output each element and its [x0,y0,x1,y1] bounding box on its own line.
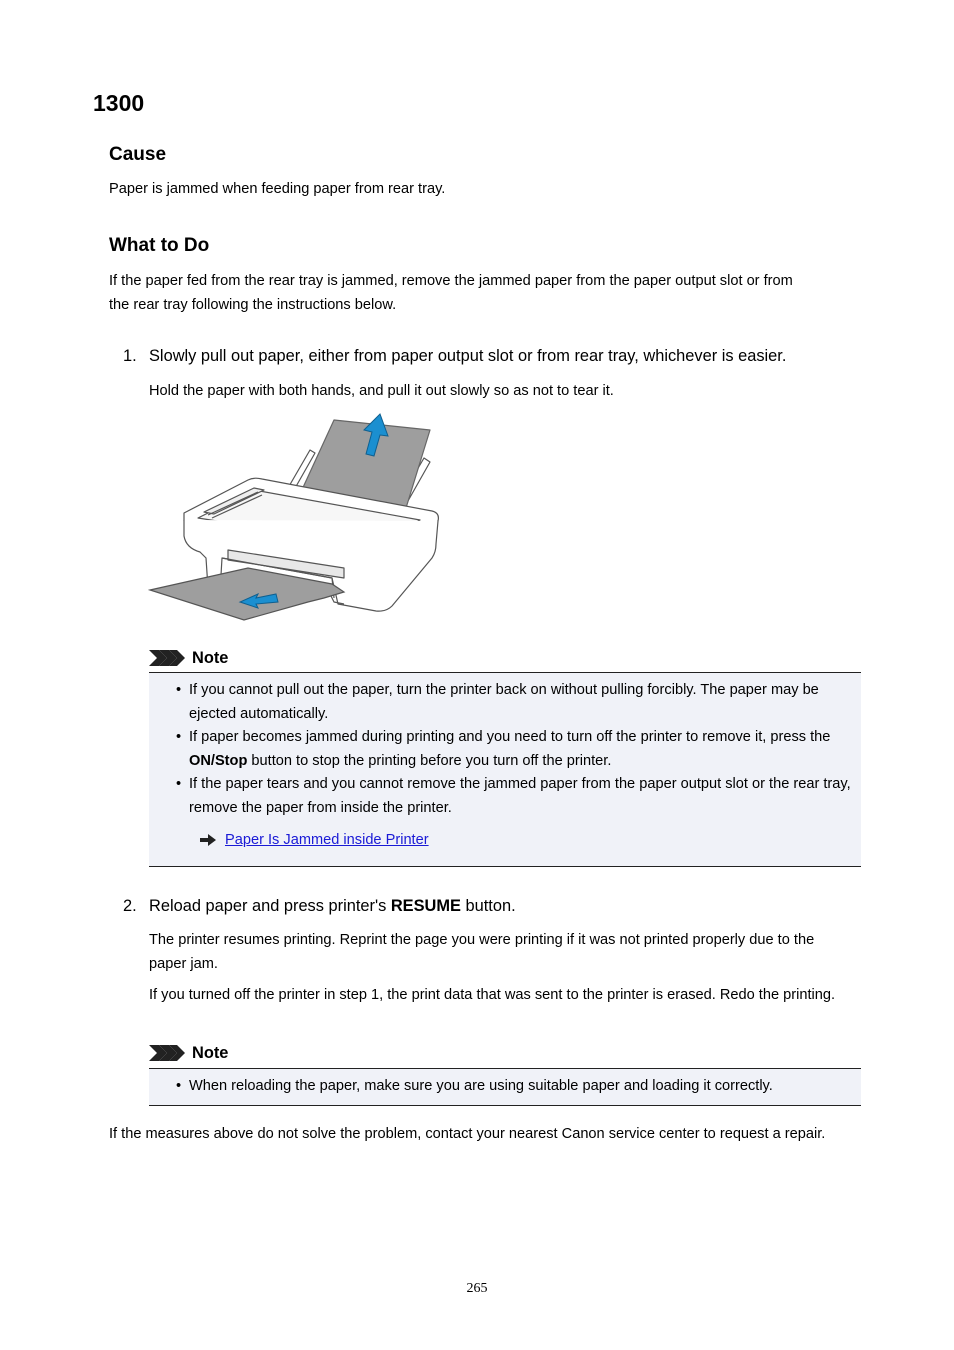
step-2-detail-1: The printer resumes printing. Reprint the page you were printing if it was not printed properly due to the paper jam. [149,932,815,972]
intro-line-1: If the paper fed from the rear tray is jammed, remove the jammed paper from the paper output slot or from [109,273,793,289]
note-1-header [149,648,228,668]
page-number: 265 [466,1281,488,1296]
cause-heading: Cause [109,144,167,165]
step-1-number: 1. [123,347,137,365]
note-1-label: Note [192,649,229,667]
printer-illustration [148,408,442,624]
resume-button-name: RESUME [390,897,461,915]
note-1-item-2-text: If paper becomes jammed during printing and you need to turn off the printer to remove it, press the [189,729,831,745]
arrow-right-icon [200,834,216,846]
note-2-label: Note [192,1044,229,1062]
link-row [200,830,429,850]
note-2-header [149,1043,228,1063]
paper-jammed-inside-printer-link[interactable]: Paper Is Jammed inside Printer [225,832,429,848]
closing-text: If the measures above do not solve the problem, contact your nearest Canon service center to request a repair. [109,1126,826,1142]
step-2-text: Reload paper and press printer's [149,897,391,915]
note-1-item-1: • If you cannot pull out the paper, turn the printer back on without pulling forcibly. The paper may be ejected automatically. [149,679,861,726]
step-2 [123,895,516,917]
note-2-item-1: • When reloading the paper, make sure you are using suitable paper and loading it correctly. [149,1075,861,1099]
note-icon [149,1045,187,1061]
step-1-text: Slowly pull out paper, either from paper output slot or from rear tray, whichever is easier. [149,347,787,365]
step-2-number: 2. [123,897,137,915]
note-1-item-2-tail: button to stop the printing before you turn off the printer. [247,752,612,769]
on-stop-button-name: ON/Stop [189,752,248,769]
what-to-do-heading: What to Do [109,235,210,256]
intro-line-2: the rear tray following the instructions below. [109,297,397,313]
note-1-item-3: • If the paper tears and you cannot remove the jammed paper from the paper output slot or the rear tray, remove the paper from inside the printer. [149,773,861,820]
note-icon [149,650,187,666]
step-1 [123,345,786,367]
step-2-detail-2: If you turned off the printer in step 1, the print data that was sent to the printer is erased. Redo the printing. [149,987,836,1003]
page-title: 1300 [93,90,145,116]
note-1-item-2 [149,726,861,773]
cause-text: Paper is jammed when feeding paper from rear tray. [109,181,446,197]
step-1-detail: Hold the paper with both hands, and pull it out slowly so as not to tear it. [149,383,614,399]
note-2-box [149,1068,861,1106]
step-2-tail: button. [460,897,516,915]
